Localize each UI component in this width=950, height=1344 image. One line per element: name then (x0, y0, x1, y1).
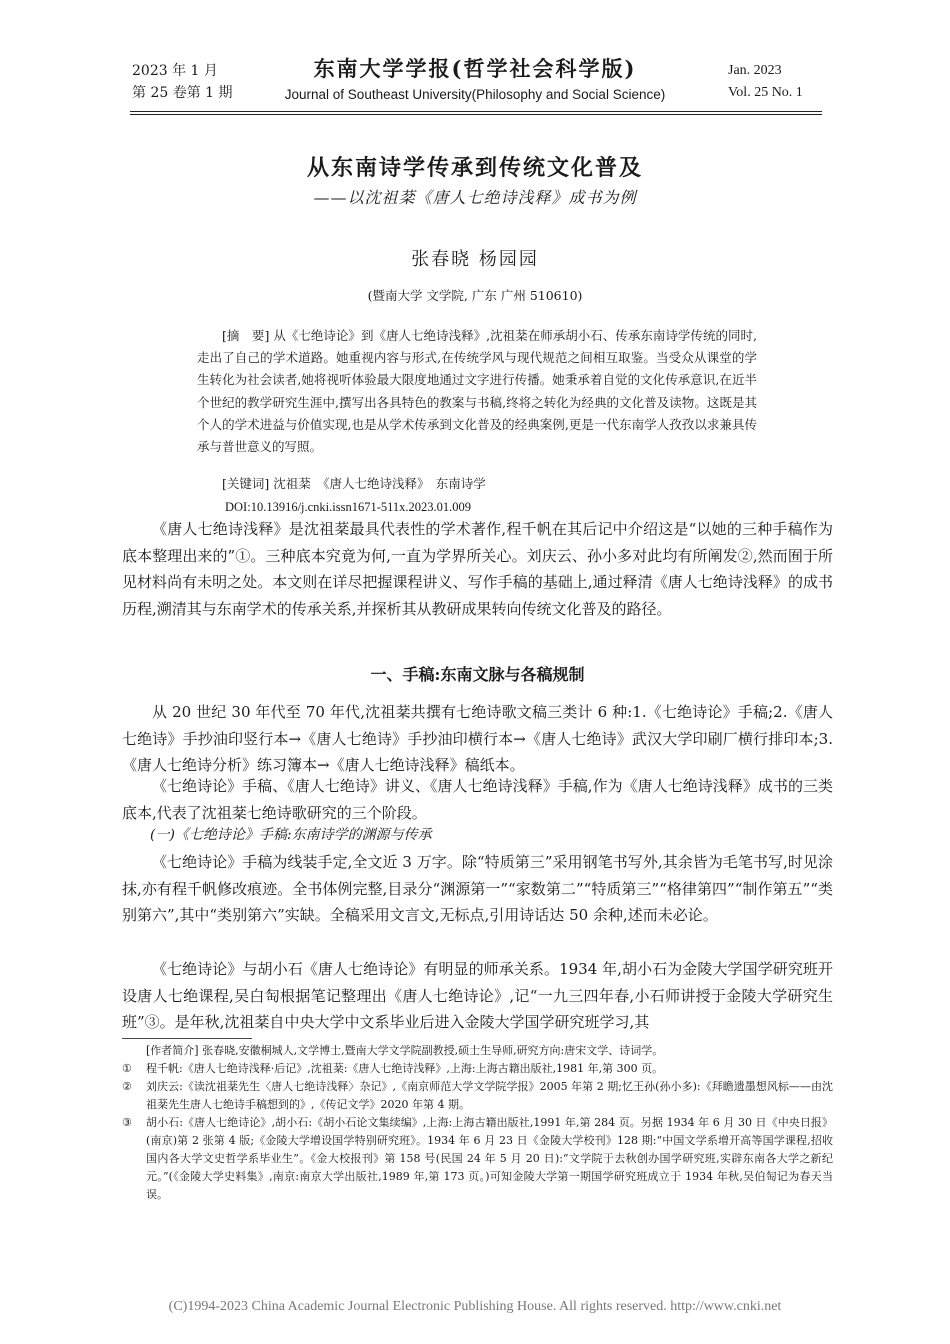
footnote-1 (122, 1060, 833, 1078)
footnote-text: 刘庆云:《读沈祖棻先生〈唐人七绝诗浅释〉杂记》,《南京师范大学文学院学报》2005 年第 2 期;忆王孙(孙小多):《拜瞻遗墨想风标——由沈祖棻先生唐人七绝诗手稿想到的》,《传记文学》2020 年第 4 期。 (146, 1080, 833, 1111)
keywords: [关键词] 沈祖棻 《唐人七绝诗浅释》 东南诗学 (222, 476, 486, 491)
author-affiliation: (暨南大学 文学院, 广东 广州 510610) (367, 288, 583, 303)
footnote-mark (122, 1042, 146, 1060)
footnote-3 (122, 1114, 833, 1204)
article-authors: 张春晓 杨园园 (411, 249, 539, 270)
footnote-mark: ② (122, 1080, 132, 1093)
footnote-2 (122, 1078, 833, 1114)
abstract: [摘 要] 从《七绝诗论》到《唐人七绝诗浅释》,沈祖棻在师承胡小石、传承东南诗学传统的同时,走出了自己的学术道路。她重视内容与形式,在传统学风与现代规范之间相互取鉴。当受众从课堂的学生转化为社会读者,她将视听体验最大限度地通过文字进行传播。她秉承着自觉的文化传承意识,在近半个世纪的教学研究生涯中,撰写出各具特色的教案与书稿,终将之转化为经典的文化普及读物。这既是其个人的学术进益与价值实现,也是从学术传承到文化普及的经典案例,更是一代东南学人孜孜以求兼具传承与普世意义的写照。 (197, 328, 757, 455)
footnote-text: 胡小石:《唐人七绝诗论》,胡小石:《胡小石论文集续编》,上海:上海古籍出版社,1991 年,第 284 页。另据 1934 年 6 月 30 日《中央日报》(南京)第 2 张第 4 版;《金陵大学增设国学特别研究班》。1934 年 6 月 23 日《金陵大学校刊》128 期:“中国文学系增开高等国学课程,招收国内各大学文史哲学系毕业生”。《金大校报刊》第 158 号(民国 24 年 5 月 20 日):“文学院于去秋创办国学研究班,实辟东南各大学之新纪元。”(《金陵大学史料集》,南京:南京大学出版社,1989 年,第 173 页。)可知金陵大学第一期国学研究班成立于 1934 年秋,吴伯匋记为春天当误。 (146, 1116, 833, 1201)
body-paragraph-2: 《七绝诗论》手稿、《唐人七绝诗》讲义、《唐人七绝诗浅释》手稿,作为《唐人七绝诗浅释》成书的三类底本,代表了沈祖棻七绝诗歌研究的三个阶段。 (122, 777, 833, 822)
footnote-mark: ③ (122, 1116, 132, 1129)
issue-date-cn: 2023 年 1 月 (132, 63, 218, 79)
article-title: 从东南诗学传承到传统文化普及 (306, 155, 643, 181)
footnote-mark: ① (122, 1062, 132, 1075)
footnote-text: [作者简介] 张春晓,安徽桐城人,文学博士,暨南大学文学院副教授,硕士生导师,研究方向:唐宋文学、诗词学。 (146, 1044, 664, 1057)
footnotes (122, 1042, 833, 1204)
footnote-author-bio (122, 1042, 833, 1060)
body-paragraph-1: 从 20 世纪 30 年代至 70 年代,沈祖棻共撰有七绝诗歌文稿三类计 6 种:1.《七绝诗论》手稿;2.《唐人七绝诗》手抄油印竖行本→《唐人七绝诗》手抄油印横行本→《唐人七绝诗》武汉大学印刷厂横行排印本;3.《唐人七绝诗分析》练习簿本→《唐人七绝诗浅释》稿纸本。 (122, 703, 833, 775)
body-paragraph-4: 《七绝诗论》与胡小石《唐人七绝诗论》有明显的师承关系。1934 年,胡小石为金陵大学国学研究班开设唐人七绝课程,吴白匋根据笔记整理出《唐人七绝诗论》,记“一九三四年春,小石师讲授于金陵大学研究生班”③。是年秋,沈祖棻自中央大学中文系毕业后进入金陵大学国学研究班学习,其 (122, 960, 833, 1032)
intro-paragraph: 《唐人七绝诗浅释》是沈祖棻最具代表性的学术著作,程千帆在其后记中介绍这是“以她的三种手稿作为底本整理出来的”①。三种底本究竟为何,一直为学界所关心。刘庆云、孙小多对此均有所阐发②,然而囿于所见材料尚有未明之处。本文则在详尽把握课程讲义、写作手稿的基础上,通过释清《唐人七绝诗浅释》的成书历程,溯清其与东南学术的传承关系,并探析其从教研成果转向传统文化普及的路径。 (122, 520, 833, 618)
issue-volume-cn: 第 25 卷第 1 期 (132, 85, 233, 101)
body-paragraph-3: 《七绝诗论》手稿为线装手定,全文近 3 万字。除“特质第三”采用钢笔书写外,其余皆为毛笔书写,时见涂抹,亦有程千帆修改痕迹。全书体例完整,目录分“渊源第一”“家数第二”“特质第三”“格律第四”“制作第五”“类别第六”,其中“类别第六”实缺。全稿采用文言文,无标点,引用诗话达 50 余种,述而未必论。 (122, 853, 833, 925)
copyright-notice: (C)1994-2023 China Academic Journal Electronic Publishing House. All rights reserved. http://www.cnki.net (168, 1299, 782, 1314)
journal-title-en: Journal of Southeast University(Philosophy and Social Science) (284, 87, 666, 102)
header-right (728, 60, 803, 104)
subsection-heading-1: (一)《七绝诗论》手稿:东南诗学的渊源与传承 (150, 827, 432, 843)
section-heading-1: 一、手稿:东南文脉与各稿规制 (370, 665, 585, 684)
footnote-rule (122, 1038, 252, 1039)
header-rule-bottom (130, 114, 822, 115)
issue-date-en: Jan. 2023 (728, 63, 782, 78)
journal-title-cn: 东南大学学报(哲学社会科学版) (313, 56, 637, 81)
header-left (132, 60, 233, 104)
journal-header (270, 54, 680, 106)
doi: DOI:10.13916/j.cnki.issn1671-511x.2023.01.009 (225, 500, 472, 514)
footnote-text: 程千帆:《唐人七绝诗浅释·后记》,沈祖棻:《唐人七绝诗浅释》,上海:上海古籍出版社,1981 年,第 300 页。 (146, 1062, 664, 1075)
article-subtitle: ——以沈祖棻《唐人七绝诗浅释》成书为例 (313, 188, 637, 207)
header-rule-top (130, 111, 822, 112)
issue-volume-en: Vol. 25 No. 1 (728, 85, 803, 100)
